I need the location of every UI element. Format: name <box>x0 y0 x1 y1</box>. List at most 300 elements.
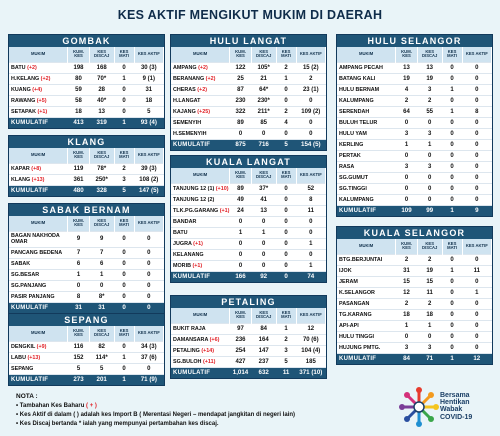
mukim-cell <box>337 150 396 161</box>
death-cases: 11 <box>276 367 296 378</box>
cumulative-cases: 0 <box>396 150 418 161</box>
death-cases: 5 <box>276 356 296 367</box>
mukim-name: HULU YAM <box>339 130 367 137</box>
cumulative-cases: 59 <box>68 84 90 95</box>
active-cases: 23 (1) <box>296 84 325 95</box>
mukim-cell <box>171 106 230 117</box>
death-cases: 0 <box>276 194 296 205</box>
active-cases: 0 <box>134 363 163 374</box>
table-row <box>337 183 492 194</box>
mukim-cell <box>337 117 396 128</box>
table-row <box>171 323 326 334</box>
mukim-name: BATANG KALI <box>339 75 376 82</box>
column-header: KES AKTIF <box>296 168 325 183</box>
column-header: KES DISCAJ <box>251 47 276 62</box>
mukim-name: KUMULATIF <box>339 207 377 214</box>
death-cases: 0 <box>276 84 296 95</box>
mukim-cell <box>9 95 68 106</box>
discharged-cases: 3 <box>417 161 442 172</box>
cumulative-cases: 413 <box>68 117 90 128</box>
discharged-cases: 64* <box>251 84 276 95</box>
death-cases: 0 <box>276 95 296 106</box>
active-cases: 0 <box>462 95 491 106</box>
active-cases: 0 <box>462 161 491 172</box>
column-header: KES AKTIF <box>134 148 163 163</box>
death-cases: 1 <box>114 73 134 84</box>
cumulative-cases: 122 <box>230 62 252 73</box>
cumulative-cases: 18 <box>68 106 90 117</box>
death-cases: 0 <box>276 205 296 216</box>
cumulative-row <box>337 205 492 216</box>
discharged-cases: 99 <box>417 205 442 216</box>
table-row <box>171 238 326 249</box>
table-row <box>171 227 326 238</box>
death-cases: 0 <box>442 95 462 106</box>
active-cases: 371 (10) <box>296 367 325 378</box>
active-cases: 9 <box>462 205 491 216</box>
active-cases: 8 <box>462 106 491 117</box>
mukim-cell <box>171 84 230 95</box>
mukim-cell <box>337 320 396 331</box>
table-row <box>9 258 164 269</box>
discharged-cases: 55 <box>417 106 442 117</box>
column-header: KES MATI <box>114 148 134 163</box>
column-header: MUKIM <box>337 239 396 254</box>
district-name: KLANG <box>9 136 164 148</box>
discharged-cases: 13 <box>417 62 442 73</box>
mukim-name: PASIR PANJANG <box>11 293 55 300</box>
mukim-cell <box>171 117 230 128</box>
cumulative-cases: 0 <box>230 216 252 227</box>
active-cases: 0 <box>462 84 491 95</box>
discharged-cases: 37* <box>251 183 276 194</box>
new-case-count: (+14) <box>201 347 215 354</box>
table-row <box>337 172 492 183</box>
district-table <box>337 47 492 216</box>
new-case-count: (+25) <box>197 108 210 115</box>
note-2-text-a: Kes Aktif di dalam <box>19 412 72 418</box>
mukim-name: SABAK <box>11 260 31 267</box>
cumulative-cases: 25 <box>230 73 252 84</box>
page-title: KES AKTIF MENGIKUT MUKIM DI DAERAH <box>117 8 383 22</box>
district-table <box>9 148 164 196</box>
discharged-cases: 2 <box>417 298 442 309</box>
mukim-cell <box>171 334 230 345</box>
note-1-text: Tambahan Kes Baharu <box>19 403 85 409</box>
death-cases: 0 <box>442 150 462 161</box>
table-row <box>9 247 164 258</box>
mukim-cell <box>171 227 230 238</box>
death-cases: 0 <box>276 260 296 271</box>
cumulative-cases: 7 <box>68 247 90 258</box>
active-cases: 0 <box>134 280 163 291</box>
death-cases: 1 <box>442 265 462 276</box>
mukim-cell <box>337 298 396 309</box>
death-cases: 1 <box>276 323 296 334</box>
column-header: MUKIM <box>9 148 68 163</box>
active-cases: 0 <box>462 276 491 287</box>
death-cases: 0 <box>114 341 134 352</box>
column-header: KUM. KES <box>230 47 252 62</box>
panel-hulu-selangor <box>336 34 493 217</box>
discharged-cases: 28 <box>89 84 114 95</box>
table-row <box>9 280 164 291</box>
table-row <box>171 356 326 367</box>
cumulative-cases: 3 <box>396 342 418 353</box>
column-header: KES AKTIF <box>462 239 491 254</box>
column-header: KES AKTIF <box>462 47 491 62</box>
table-header-row <box>9 47 164 62</box>
death-cases: 0 <box>442 342 462 353</box>
active-cases: 0 <box>462 73 491 84</box>
cumulative-cases: 49 <box>230 194 252 205</box>
panel-hulu-langat <box>170 34 327 151</box>
death-cases: 0 <box>276 216 296 227</box>
cumulative-row <box>337 353 492 364</box>
mukim-name: PANCANG BEDENA <box>11 249 63 256</box>
mukim-cell <box>337 172 396 183</box>
active-cases: 104 (4) <box>296 345 325 356</box>
mukim-cell <box>9 62 68 73</box>
column-header: MUKIM <box>171 47 230 62</box>
discharged-cases: 0 <box>417 172 442 183</box>
death-cases: 2 <box>276 334 296 345</box>
district-table <box>171 308 326 378</box>
mukim-name: K.SELANGOR <box>339 289 375 296</box>
mukim-name: KUMULATIF <box>11 187 49 194</box>
column-header: KUM. KES <box>68 148 90 163</box>
district-name: KUALA LANGAT <box>171 156 326 168</box>
column-header: KES DISCAJ <box>417 239 442 254</box>
death-cases: 0 <box>442 128 462 139</box>
death-cases: 0 <box>442 298 462 309</box>
table-row <box>337 287 492 298</box>
mukim-name: CHERAS <box>173 86 196 93</box>
cumulative-cases: 427 <box>230 356 252 367</box>
active-cases: 0 <box>462 117 491 128</box>
discharged-cases: 0 <box>417 331 442 342</box>
mukim-cell <box>171 367 230 378</box>
campaign-slogan <box>440 392 472 421</box>
mukim-cell <box>337 183 396 194</box>
discharged-cases: 7 <box>89 247 114 258</box>
active-cases: 30 (3) <box>134 62 163 73</box>
district-name: SABAK BERNAM <box>9 204 164 216</box>
panel-kuala-selangor <box>336 226 493 365</box>
death-cases: 0 <box>442 320 462 331</box>
column-header: KES DISCAJ <box>89 216 114 231</box>
death-cases: 1 <box>442 106 462 117</box>
mukim-cell <box>171 323 230 334</box>
discharged-cases: 0 <box>89 280 114 291</box>
table-row <box>9 73 164 84</box>
active-cases: 0 <box>296 117 325 128</box>
note-3-mark: * <box>78 421 82 427</box>
mukim-cell <box>9 291 68 302</box>
table-header-row <box>171 47 326 62</box>
column-header: KES MATI <box>442 47 462 62</box>
discharged-cases: 3 <box>417 128 442 139</box>
active-cases: 34 (3) <box>134 341 163 352</box>
discharged-cases: 84 <box>251 323 276 334</box>
discharged-cases: 5 <box>89 363 114 374</box>
district-table <box>9 326 164 385</box>
mukim-cell <box>171 194 230 205</box>
table-row <box>171 62 326 73</box>
table-row <box>337 265 492 276</box>
table-row <box>9 291 164 302</box>
cumulative-cases: 31 <box>68 302 90 313</box>
new-case-count: (+1) <box>37 108 48 115</box>
discharged-cases: 1 <box>251 227 276 238</box>
mukim-name: BAGAN NAKHODA OMAR <box>11 233 60 245</box>
death-cases: 0 <box>276 183 296 194</box>
mukim-name: DENGKIL <box>11 343 36 350</box>
table-row <box>9 84 164 95</box>
covid-campaign-logo-icon <box>398 386 440 428</box>
column-header: KES DISCAJ <box>251 308 276 323</box>
cumulative-row <box>171 271 326 282</box>
active-cases: 0 <box>134 302 163 313</box>
mukim-name: HUJUNG PMTG. <box>339 344 381 351</box>
death-cases: 0 <box>276 249 296 260</box>
column-header: KES AKTIF <box>134 216 163 231</box>
mukim-name: AMPANG PECAH <box>339 64 383 71</box>
active-cases: 0 <box>462 139 491 150</box>
discharged-cases: 0 <box>251 238 276 249</box>
discharged-cases: 2 <box>417 254 442 265</box>
death-cases: 4 <box>276 117 296 128</box>
cumulative-cases: 4 <box>396 84 418 95</box>
cumulative-row <box>9 117 164 128</box>
death-cases: 0 <box>114 106 134 117</box>
mukim-cell <box>171 238 230 249</box>
note-3-text-b: ialah yang mempunyai pertambahan kes discaj. <box>82 421 219 427</box>
cumulative-cases: 12 <box>396 287 418 298</box>
cumulative-cases: 119 <box>68 163 90 174</box>
column-header: KES MATI <box>276 168 296 183</box>
active-cases: 8 <box>296 194 325 205</box>
death-cases: 0 <box>442 287 462 298</box>
mukim-cell <box>171 205 230 216</box>
district-table <box>171 168 326 282</box>
active-cases: 0 <box>134 258 163 269</box>
active-cases: 0 <box>462 298 491 309</box>
new-case-count: (+1) <box>192 262 203 269</box>
note-import-cases: • Kes Aktif di dalam ( ) adalah kes Import B ( Merentasi Negeri – mendapat jangkitan di negeri lain) <box>16 412 295 418</box>
active-cases: 0 <box>296 95 325 106</box>
table-row <box>171 183 326 194</box>
slogan-line-3: Wabak <box>440 406 463 414</box>
panel-sabak-bernam <box>8 203 165 314</box>
death-cases: 0 <box>442 62 462 73</box>
mukim-cell <box>171 95 230 106</box>
column-header: KES DISCAJ <box>89 148 114 163</box>
district-table <box>9 216 164 313</box>
discharged-cases: 0 <box>251 128 276 139</box>
mukim-name: H.KELANG <box>11 75 40 82</box>
death-cases: 0 <box>276 238 296 249</box>
column-header: KES DISCAJ <box>251 168 276 183</box>
cumulative-cases: 0 <box>230 238 252 249</box>
mukim-cell <box>337 95 396 106</box>
district-name: SEPANG <box>9 314 164 326</box>
table-row <box>171 249 326 260</box>
mukim-name: PASANGAN <box>339 300 370 307</box>
table-row <box>171 73 326 84</box>
death-cases: 0 <box>114 247 134 258</box>
active-cases: 12 <box>296 323 325 334</box>
discharged-cases: 230* <box>251 95 276 106</box>
note-2-text-b: adalah kes Import B ( Merentasi Negeri – mendapat jangkitan di negeri lain) <box>80 412 295 418</box>
mukim-cell <box>171 128 230 139</box>
table-row <box>337 84 492 95</box>
mukim-name: KUMULATIF <box>11 304 49 311</box>
mukim-cell <box>171 183 230 194</box>
active-cases: 0 <box>462 172 491 183</box>
death-cases: 0 <box>114 95 134 106</box>
cumulative-cases: 0 <box>230 128 252 139</box>
death-cases: 0 <box>442 309 462 320</box>
active-cases: 0 <box>462 150 491 161</box>
column-header: KES MATI <box>442 239 462 254</box>
new-case-count: (+11) <box>202 358 216 365</box>
mukim-name: BATU <box>173 229 188 236</box>
district-name: GOMBAK <box>9 35 164 47</box>
death-cases: 1 <box>114 117 134 128</box>
mukim-name: H.SEMENYIH <box>173 130 207 137</box>
mukim-cell <box>9 374 68 385</box>
mukim-cell <box>9 269 68 280</box>
mukim-name: SETAPAK <box>11 108 36 115</box>
mukim-name: SG.GUMUT <box>339 174 369 181</box>
discharged-cases: 168 <box>89 62 114 73</box>
death-cases: 5 <box>114 185 134 196</box>
active-cases: 0 <box>462 309 491 320</box>
column-header: KES MATI <box>276 47 296 62</box>
death-cases: 0 <box>442 331 462 342</box>
mukim-cell <box>337 139 396 150</box>
discharged-cases: 164 <box>251 334 276 345</box>
discharged-cases: 82 <box>89 341 114 352</box>
district-name: HULU SELANGOR <box>337 35 492 47</box>
mukim-cell <box>9 117 68 128</box>
cumulative-cases: 230 <box>230 95 252 106</box>
note-discharge: • Kes Discaj bertanda * ialah yang mempunyai pertambahan kes discaj. <box>16 421 219 427</box>
table-header-row <box>337 239 492 254</box>
table-row <box>337 117 492 128</box>
table-header-row <box>9 148 164 163</box>
mukim-name: KAJANG <box>173 108 196 115</box>
active-cases: 0 <box>462 331 491 342</box>
cumulative-cases: 0 <box>396 183 418 194</box>
table-row <box>337 150 492 161</box>
mukim-cell <box>9 84 68 95</box>
mukim-name: SG.PANJANG <box>11 282 47 289</box>
mukim-cell <box>171 260 230 271</box>
cumulative-cases: 97 <box>230 323 252 334</box>
district-name: PETALING <box>171 296 326 308</box>
cumulative-cases: 254 <box>230 345 252 356</box>
column-header: KUM. KES <box>68 47 90 62</box>
death-cases: 5 <box>276 139 296 150</box>
discharged-cases: 13 <box>251 205 276 216</box>
column-header: KUM. KES <box>396 239 418 254</box>
panel-petaling <box>170 295 327 379</box>
table-row <box>337 95 492 106</box>
mukim-name: KLANG <box>11 176 31 183</box>
table-header-row <box>171 168 326 183</box>
district-table <box>337 239 492 364</box>
mukim-cell <box>337 128 396 139</box>
cumulative-cases: 64 <box>396 106 418 117</box>
discharged-cases: 114* <box>89 352 114 363</box>
active-cases: 18 <box>134 95 163 106</box>
death-cases: 3 <box>276 345 296 356</box>
slogan-line-2: Hentikan <box>440 399 470 407</box>
discharged-cases: 1 <box>417 320 442 331</box>
cumulative-cases: 1 <box>230 227 252 238</box>
mukim-cell <box>9 185 68 196</box>
mukim-cell <box>171 62 230 73</box>
column-header: KES DISCAJ <box>89 47 114 62</box>
discharged-cases: 13 <box>89 106 114 117</box>
cumulative-cases: 2 <box>396 298 418 309</box>
table-row <box>337 276 492 287</box>
table-row <box>337 139 492 150</box>
discharged-cases: 85 <box>251 117 276 128</box>
active-cases: 0 <box>296 227 325 238</box>
column-header: MUKIM <box>9 326 68 341</box>
table-row <box>171 345 326 356</box>
discharged-cases: 0 <box>417 194 442 205</box>
note-2-mark: ( ) <box>73 412 79 418</box>
mukim-name: TANJUNG 12 (2) <box>173 196 215 203</box>
mukim-cell <box>171 249 230 260</box>
active-cases: 154 (5) <box>296 139 325 150</box>
mukim-cell <box>171 216 230 227</box>
mukim-name: BULUH TELUR <box>339 119 378 126</box>
mukim-cell <box>171 139 230 150</box>
mukim-name: SERENDAH <box>339 108 370 115</box>
death-cases: 0 <box>114 280 134 291</box>
cumulative-cases: 2 <box>396 95 418 106</box>
mukim-cell <box>337 353 396 364</box>
new-case-count: (+2) <box>27 64 37 71</box>
active-cases: 37 (6) <box>134 352 163 363</box>
mukim-name: MORIB <box>173 262 191 269</box>
table-row <box>171 260 326 271</box>
cumulative-cases: 58 <box>68 95 90 106</box>
mukim-cell <box>337 287 396 298</box>
cumulative-cases: 5 <box>68 363 90 374</box>
mukim-name: BANDAR <box>173 218 197 225</box>
active-cases: 0 <box>134 247 163 258</box>
table-row <box>9 106 164 117</box>
mukim-cell <box>9 363 68 374</box>
mukim-name: SG.BESAR <box>11 271 40 278</box>
discharged-cases: 18 <box>417 309 442 320</box>
cumulative-cases: 236 <box>230 334 252 345</box>
mukim-cell <box>337 161 396 172</box>
cumulative-cases: 0 <box>396 194 418 205</box>
death-cases: 0 <box>114 302 134 313</box>
discharged-cases: 0 <box>417 117 442 128</box>
table-row <box>337 73 492 84</box>
death-cases: 2 <box>114 163 134 174</box>
active-cases: 109 (2) <box>296 106 325 117</box>
cumulative-row <box>9 185 164 196</box>
